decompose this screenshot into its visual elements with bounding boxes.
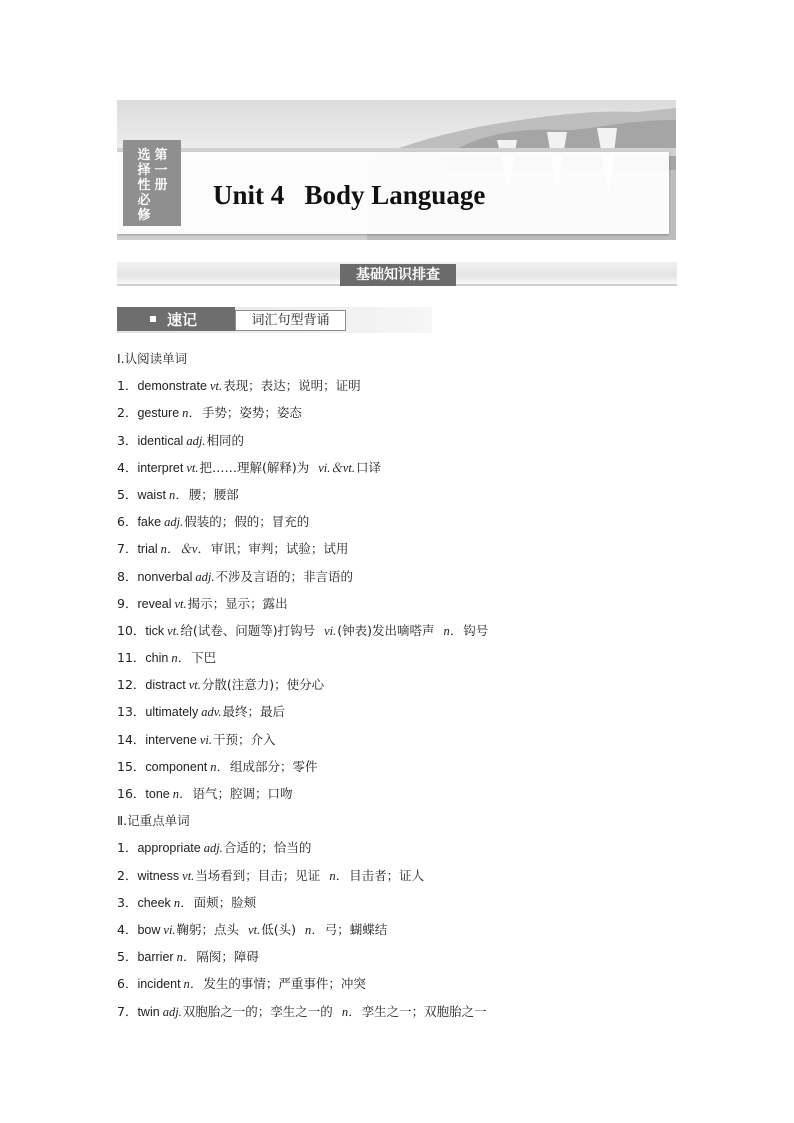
entry-definition: 手势；姿势；姿态: [201, 405, 302, 421]
entry-word: tick: [145, 623, 165, 638]
vocab-entry: [117, 730, 677, 757]
entry-definition: 低(头): [261, 921, 296, 937]
entry-part-of-speech: adj.: [203, 841, 223, 856]
entry-part-of-speech: vt.: [182, 868, 195, 883]
entry-definition: 钩号: [463, 622, 489, 638]
vocab-entry: [117, 594, 677, 621]
entry-definition: 发生的事情；严重事件；冲突: [203, 976, 366, 992]
entry-word: waist: [137, 487, 166, 502]
entry-word: witness: [137, 868, 180, 883]
vocab-entry: [117, 893, 677, 920]
entry-number: 3．: [117, 894, 138, 910]
entry-word: appropriate: [137, 841, 201, 856]
vocab-entry: [117, 702, 677, 729]
entry-number: 15．: [117, 758, 146, 774]
entry-part-of-speech: vi.: [199, 732, 212, 747]
entry-part-of-speech: n．: [172, 787, 192, 801]
entry-word: chin: [145, 651, 169, 666]
entry-definition: 表现；表达；说明；证明: [223, 378, 361, 394]
entry-part-of-speech: n．: [183, 977, 203, 992]
entry-definition: 腰；腰部: [188, 486, 239, 502]
entry-part-of-speech: vt.: [209, 379, 223, 394]
entry-word: tone: [145, 787, 170, 801]
entry-definition: 分散(注意力)；使分心: [201, 677, 325, 693]
entry-word: demonstrate: [137, 379, 207, 394]
entry-part-of-speech: adj.: [195, 569, 215, 584]
vocab-entry: [117, 621, 677, 648]
vocab-entry: [117, 431, 677, 458]
entry-number: 6．: [117, 976, 138, 992]
vocab-entry: [117, 1002, 677, 1029]
subheader-dark-tab: [117, 307, 235, 331]
subheader-light-label: 词汇句型背诵: [235, 310, 346, 331]
vocab-entry: [117, 947, 677, 974]
entry-part-of-speech: n．: [443, 623, 463, 638]
entry-part-of-speech: vi.: [163, 922, 176, 937]
entry-number: 5．: [117, 486, 138, 502]
entry-definition: 审讯；审判；试验；试用: [210, 541, 349, 557]
entry-part-of-speech: vt.: [188, 678, 201, 693]
vocab-entry: [117, 920, 677, 947]
entry-word: fake: [137, 515, 162, 530]
vocab-entry: [117, 675, 677, 702]
entry-definition: 下巴: [191, 650, 217, 666]
entry-part-of-speech: vi.＆vt.: [318, 460, 356, 475]
entry-number: 7．: [117, 1003, 138, 1019]
entry-definition: (钟表)发出嘀嗒声: [337, 622, 435, 638]
entry-definition: 假装的；假的；冒充的: [184, 514, 310, 530]
entry-part-of-speech: n．＆v．: [160, 542, 210, 557]
vocab-entry: [117, 567, 677, 594]
volume-char: 择: [137, 163, 151, 178]
entry-number: 16．: [117, 786, 146, 801]
entry-part-of-speech: vt.: [174, 596, 187, 611]
entry-part-of-speech: vt.: [248, 922, 261, 937]
entry-word: gesture: [137, 406, 180, 421]
entry-definition: 弓；蝴蝶结: [324, 921, 388, 937]
vocab-entry: [117, 403, 677, 430]
vocabulary-content: [117, 349, 677, 1029]
entry-part-of-speech: vt.: [167, 623, 180, 638]
entry-number: 4．: [117, 459, 138, 475]
entry-word: interpret: [137, 460, 184, 475]
entry-definition: 语气；腔调；口吻: [192, 786, 293, 801]
volume-char: 册: [154, 178, 168, 193]
entry-definition: 组成部分；零件: [230, 758, 318, 774]
entry-number: 11．: [117, 650, 146, 666]
entry-part-of-speech: n．: [182, 406, 201, 421]
volume-tag-col1: [136, 148, 152, 223]
entry-definition: 当场看到；目击；见证: [195, 867, 321, 883]
entry-part-of-speech: n．: [329, 868, 349, 883]
entry-word: identical: [137, 433, 184, 448]
entry-part-of-speech: n．: [176, 950, 196, 965]
entry-definition: 鞠躬；点头: [176, 921, 240, 937]
entry-word: barrier: [137, 950, 174, 965]
entry-part-of-speech: vt.: [186, 460, 199, 475]
entry-definition: 隔阂；障碍: [196, 949, 259, 965]
entry-number: 14．: [117, 731, 146, 747]
entry-number: 1．: [117, 378, 138, 394]
entry-word: trial: [137, 542, 158, 557]
entry-word: intervene: [145, 732, 197, 747]
entry-part-of-speech: n．: [304, 922, 324, 937]
subheader-dark-label: 速记: [167, 311, 198, 329]
vocab-entry: [117, 784, 677, 811]
entry-number: 12．: [117, 677, 146, 693]
list-heading: Ⅱ.记重点单词: [117, 813, 190, 829]
entry-definition: 相同的: [206, 432, 244, 448]
list-heading: Ⅰ.认阅读单词: [117, 351, 188, 366]
entry-number: 10．: [117, 622, 146, 638]
entry-number: 13．: [117, 704, 146, 720]
entry-definition: 面颊；脸颊: [193, 894, 257, 910]
entry-definition: 不涉及言语的；非言语的: [215, 568, 353, 584]
volume-char: 必: [137, 193, 151, 208]
entry-definition: 干预；介入: [213, 731, 276, 747]
entry-part-of-speech: adj.: [164, 515, 184, 530]
entry-number: 3．: [117, 432, 138, 448]
unit-title: Unit 4 Body Language: [213, 180, 486, 210]
entry-definition: 双胞胎之一的；孪生之一的: [182, 1003, 333, 1019]
entry-definition: 合适的；恰当的: [223, 840, 312, 856]
unit-banner: [117, 100, 676, 240]
entry-part-of-speech: adj.: [186, 433, 206, 448]
entry-number: 2．: [117, 867, 138, 883]
entry-word: incident: [137, 977, 181, 992]
entry-definition: 孪生之一；双胞胎之一: [361, 1003, 487, 1019]
entry-part-of-speech: n．: [168, 487, 188, 502]
entry-number: 2．: [117, 405, 138, 421]
vocab-entry: [117, 866, 677, 893]
entry-definition: 最终；最后: [222, 704, 285, 720]
volume-tag-col2: [153, 148, 169, 193]
entry-definition: 给(试卷、问题等)打钩号: [180, 622, 316, 638]
entry-number: 6．: [117, 514, 138, 530]
entry-definition: 揭示；显示；露出: [187, 595, 288, 611]
entry-word: cheek: [137, 895, 171, 910]
entry-part-of-speech: n．: [341, 1004, 361, 1019]
entry-part-of-speech: n．: [210, 759, 230, 774]
volume-char: 选: [137, 148, 151, 163]
entry-part-of-speech: adj.: [162, 1004, 182, 1019]
entry-number: 1．: [117, 840, 138, 856]
entry-definition: 口译: [356, 459, 382, 475]
entry-word: distract: [145, 678, 186, 693]
vocab-entry: [117, 838, 677, 865]
volume-char: 第: [154, 148, 168, 163]
volume-tag: [123, 140, 181, 226]
vocab-entry: [117, 648, 677, 675]
entry-word: reveal: [137, 596, 172, 611]
entry-number: 8．: [117, 568, 138, 584]
volume-char: 修: [137, 208, 151, 223]
entry-definition: 目击者；证人: [349, 867, 425, 883]
entry-word: twin: [137, 1004, 160, 1019]
entry-part-of-speech: adv.: [201, 705, 222, 720]
entry-definition: 把……理解(解释)为: [199, 459, 310, 475]
vocab-entry: [117, 539, 677, 566]
entry-part-of-speech: vi.: [324, 623, 337, 638]
section-label: 基础知识排查: [340, 264, 456, 286]
entry-word: component: [145, 759, 208, 774]
square-bullet-icon: [150, 316, 156, 322]
volume-char: 性: [137, 178, 151, 193]
entry-word: nonverbal: [137, 569, 193, 584]
entry-number: 5．: [117, 949, 138, 965]
vocab-entry: [117, 974, 677, 1001]
entry-word: bow: [137, 922, 161, 937]
entry-word: ultimately: [145, 705, 199, 720]
entry-number: 4．: [117, 921, 138, 937]
entry-part-of-speech: n．: [171, 651, 191, 666]
vocab-entry: [117, 376, 677, 403]
vocab-entry: [117, 485, 677, 512]
vocab-entry: [117, 757, 677, 784]
entry-number: 9．: [117, 595, 138, 611]
entry-part-of-speech: n．: [173, 895, 193, 910]
entry-number: 7．: [117, 541, 138, 557]
vocab-entry: [117, 512, 677, 539]
volume-char: 一: [154, 163, 168, 178]
vocab-entry: [117, 458, 677, 485]
